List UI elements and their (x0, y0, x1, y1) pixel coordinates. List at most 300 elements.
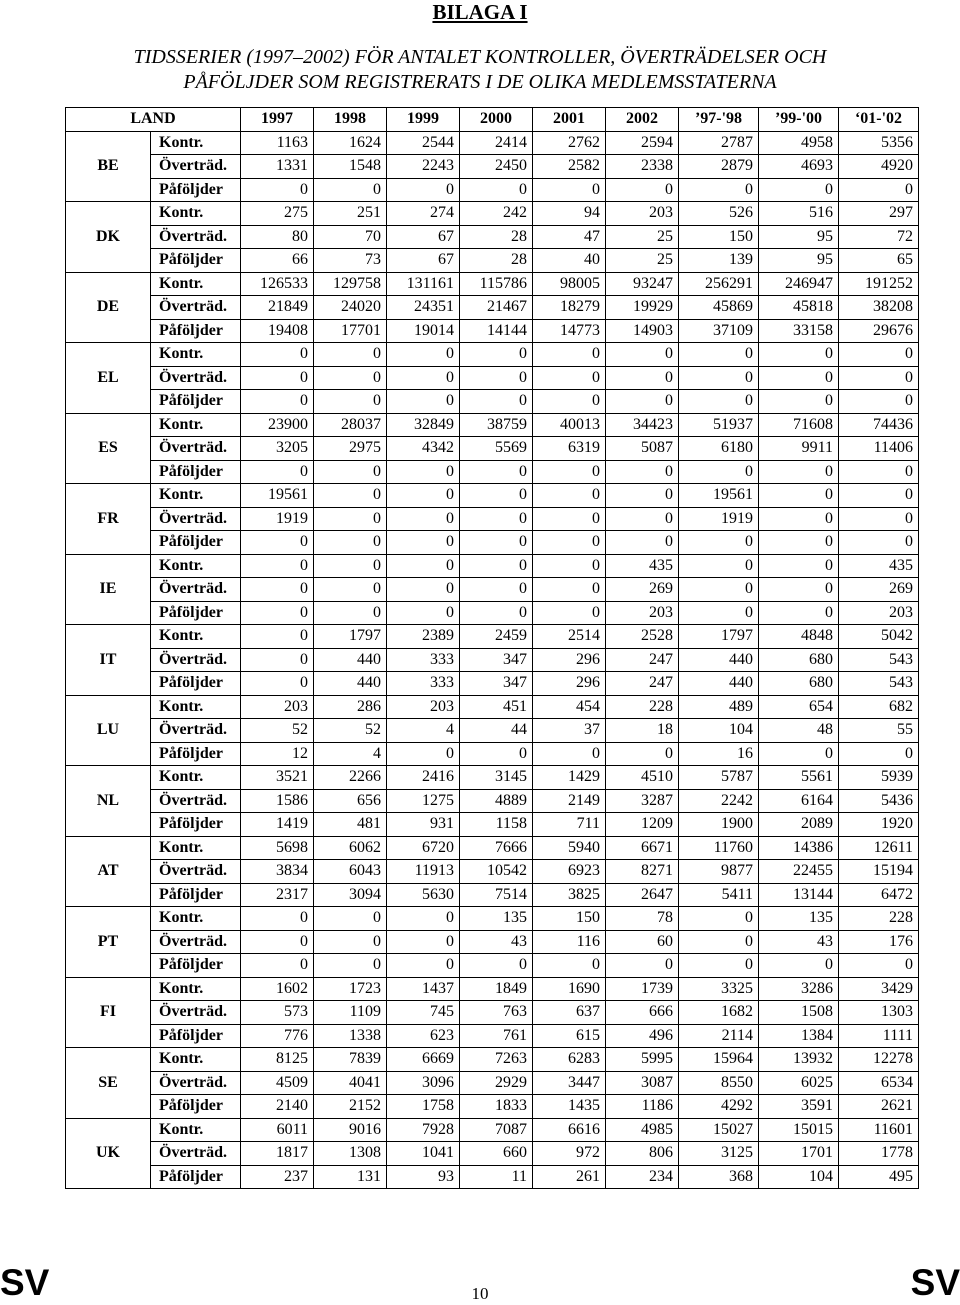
table-row (66, 155, 919, 179)
value-cell: 0 (533, 742, 606, 766)
country-cell: FR (66, 484, 151, 555)
value-cell: 0 (679, 366, 759, 390)
value-cell: 1331 (241, 155, 314, 179)
value-cell: 5356 (839, 131, 919, 155)
value-cell: 454 (533, 695, 606, 719)
value-cell: 135 (759, 907, 839, 931)
value-cell: 1111 (839, 1024, 919, 1048)
value-cell: 18279 (533, 296, 606, 320)
value-cell: 5087 (606, 437, 679, 461)
value-cell: 435 (606, 554, 679, 578)
column-header: ’97-'98 (679, 108, 759, 132)
table-row (66, 813, 919, 837)
value-cell: 0 (839, 507, 919, 531)
value-cell: 25 (606, 225, 679, 249)
value-cell: 1275 (387, 789, 460, 813)
value-cell: 4 (314, 742, 387, 766)
column-header-land: LAND (66, 108, 241, 132)
value-cell: 72 (839, 225, 919, 249)
value-cell: 0 (387, 390, 460, 414)
table-row (66, 860, 919, 884)
value-cell: 2621 (839, 1095, 919, 1119)
value-cell: 21467 (460, 296, 533, 320)
value-cell: 440 (679, 672, 759, 696)
value-cell: 0 (759, 507, 839, 531)
value-cell: 150 (679, 225, 759, 249)
column-header: ‘01-'02 (839, 108, 919, 132)
value-cell: 274 (387, 202, 460, 226)
value-cell: 0 (606, 460, 679, 484)
value-cell: 18 (606, 719, 679, 743)
value-cell: 3591 (759, 1095, 839, 1119)
value-cell: 269 (839, 578, 919, 602)
category-cell: Överträd. (151, 1001, 241, 1025)
value-cell: 543 (839, 648, 919, 672)
value-cell: 440 (314, 648, 387, 672)
column-header: 2000 (460, 108, 533, 132)
value-cell: 0 (839, 178, 919, 202)
value-cell: 763 (460, 1001, 533, 1025)
value-cell: 0 (460, 390, 533, 414)
value-cell: 682 (839, 695, 919, 719)
value-cell: 2242 (679, 789, 759, 813)
value-cell: 0 (679, 343, 759, 367)
value-cell: 1682 (679, 1001, 759, 1025)
value-cell: 11406 (839, 437, 919, 461)
value-cell: 51937 (679, 413, 759, 437)
value-cell: 0 (314, 578, 387, 602)
value-cell: 3205 (241, 437, 314, 461)
value-cell: 660 (460, 1142, 533, 1166)
column-header: 1997 (241, 108, 314, 132)
table-row (66, 1001, 919, 1025)
column-header: 2002 (606, 108, 679, 132)
value-cell: 573 (241, 1001, 314, 1025)
value-cell: 256291 (679, 272, 759, 296)
page-subtitle (0, 45, 960, 95)
category-cell: Påföljder (151, 813, 241, 837)
value-cell: 2243 (387, 155, 460, 179)
value-cell: 203 (839, 601, 919, 625)
category-cell: Påföljder (151, 178, 241, 202)
value-cell: 1690 (533, 977, 606, 1001)
value-cell: 66 (241, 249, 314, 273)
value-cell: 3825 (533, 883, 606, 907)
value-cell: 9911 (759, 437, 839, 461)
value-cell: 0 (533, 390, 606, 414)
category-cell: Kontr. (151, 413, 241, 437)
value-cell: 0 (460, 366, 533, 390)
table-row (66, 437, 919, 461)
value-cell: 0 (387, 742, 460, 766)
category-cell: Kontr. (151, 131, 241, 155)
value-cell: 6062 (314, 836, 387, 860)
value-cell: 1602 (241, 977, 314, 1001)
value-cell: 6180 (679, 437, 759, 461)
value-cell: 931 (387, 813, 460, 837)
value-cell: 15964 (679, 1048, 759, 1072)
category-cell: Överträd. (151, 1071, 241, 1095)
value-cell: 37109 (679, 319, 759, 343)
value-cell: 15027 (679, 1118, 759, 1142)
value-cell: 8550 (679, 1071, 759, 1095)
value-cell: 0 (314, 484, 387, 508)
value-cell: 95 (759, 249, 839, 273)
value-cell: 19014 (387, 319, 460, 343)
value-cell: 6616 (533, 1118, 606, 1142)
value-cell: 247 (606, 672, 679, 696)
value-cell: 104 (679, 719, 759, 743)
value-cell: 19561 (241, 484, 314, 508)
value-cell: 0 (314, 390, 387, 414)
value-cell: 1158 (460, 813, 533, 837)
value-cell: 5939 (839, 766, 919, 790)
value-cell: 0 (314, 531, 387, 555)
value-cell: 11760 (679, 836, 759, 860)
value-cell: 40013 (533, 413, 606, 437)
value-cell: 93 (387, 1165, 460, 1189)
value-cell: 4509 (241, 1071, 314, 1095)
value-cell: 0 (839, 484, 919, 508)
value-cell: 0 (606, 178, 679, 202)
value-cell: 203 (606, 601, 679, 625)
value-cell: 0 (679, 531, 759, 555)
value-cell: 3325 (679, 977, 759, 1001)
value-cell: 296 (533, 672, 606, 696)
table-row (66, 789, 919, 813)
value-cell: 203 (387, 695, 460, 719)
value-cell: 347 (460, 672, 533, 696)
table-row (66, 719, 919, 743)
value-cell: 2114 (679, 1024, 759, 1048)
value-cell: 0 (759, 343, 839, 367)
column-header: 2001 (533, 108, 606, 132)
value-cell: 286 (314, 695, 387, 719)
value-cell: 0 (606, 343, 679, 367)
value-cell: 1041 (387, 1142, 460, 1166)
value-cell: 0 (314, 930, 387, 954)
value-cell: 1900 (679, 813, 759, 837)
category-cell: Kontr. (151, 695, 241, 719)
category-cell: Påföljder (151, 883, 241, 907)
value-cell: 19929 (606, 296, 679, 320)
value-cell: 711 (533, 813, 606, 837)
value-cell: 40 (533, 249, 606, 273)
value-cell: 7666 (460, 836, 533, 860)
value-cell: 0 (387, 578, 460, 602)
value-cell: 1758 (387, 1095, 460, 1119)
value-cell: 333 (387, 672, 460, 696)
value-cell: 481 (314, 813, 387, 837)
heading-text: BILAGA I (432, 0, 528, 24)
value-cell: 0 (533, 554, 606, 578)
value-cell: 1308 (314, 1142, 387, 1166)
value-cell: 5411 (679, 883, 759, 907)
value-cell: 24351 (387, 296, 460, 320)
value-cell: 654 (759, 695, 839, 719)
value-cell: 1624 (314, 131, 387, 155)
value-cell: 116 (533, 930, 606, 954)
value-cell: 297 (839, 202, 919, 226)
category-cell: Kontr. (151, 1118, 241, 1142)
value-cell: 228 (839, 907, 919, 931)
value-cell: 1920 (839, 813, 919, 837)
value-cell: 0 (839, 343, 919, 367)
value-cell: 6164 (759, 789, 839, 813)
value-cell: 251 (314, 202, 387, 226)
value-cell: 0 (460, 954, 533, 978)
value-cell: 1797 (679, 625, 759, 649)
value-cell: 38208 (839, 296, 919, 320)
value-cell: 0 (387, 484, 460, 508)
value-cell: 7087 (460, 1118, 533, 1142)
value-cell: 3521 (241, 766, 314, 790)
value-cell: 176 (839, 930, 919, 954)
value-cell: 0 (314, 507, 387, 531)
table-row (66, 1165, 919, 1189)
value-cell: 2594 (606, 131, 679, 155)
value-cell: 0 (606, 531, 679, 555)
value-cell: 3125 (679, 1142, 759, 1166)
value-cell: 13932 (759, 1048, 839, 1072)
value-cell: 4985 (606, 1118, 679, 1142)
value-cell: 0 (387, 178, 460, 202)
value-cell: 28 (460, 225, 533, 249)
value-cell: 52 (241, 719, 314, 743)
value-cell: 67 (387, 225, 460, 249)
value-cell: 73 (314, 249, 387, 273)
value-cell: 2338 (606, 155, 679, 179)
value-cell: 45869 (679, 296, 759, 320)
value-cell: 1586 (241, 789, 314, 813)
category-cell: Påföljder (151, 954, 241, 978)
value-cell: 228 (606, 695, 679, 719)
table-row (66, 343, 919, 367)
table-row (66, 601, 919, 625)
category-cell: Överträd. (151, 437, 241, 461)
column-header: ’99-'00 (759, 108, 839, 132)
table-row (66, 296, 919, 320)
value-cell: 0 (759, 742, 839, 766)
value-cell: 0 (759, 484, 839, 508)
table-row (66, 648, 919, 672)
value-cell: 1739 (606, 977, 679, 1001)
table-row (66, 1095, 919, 1119)
value-cell: 0 (533, 178, 606, 202)
value-cell: 1186 (606, 1095, 679, 1119)
table-row (66, 954, 919, 978)
value-cell: 131161 (387, 272, 460, 296)
value-cell: 0 (241, 648, 314, 672)
value-cell: 0 (759, 531, 839, 555)
value-cell: 0 (679, 601, 759, 625)
value-cell: 4693 (759, 155, 839, 179)
value-cell: 4920 (839, 155, 919, 179)
country-cell: BE (66, 131, 151, 202)
category-cell: Påföljder (151, 390, 241, 414)
table-row (66, 225, 919, 249)
table-row (66, 977, 919, 1001)
country-cell: DE (66, 272, 151, 343)
value-cell: 135 (460, 907, 533, 931)
value-cell: 0 (460, 554, 533, 578)
value-cell: 70 (314, 225, 387, 249)
value-cell: 4292 (679, 1095, 759, 1119)
column-header: 1998 (314, 108, 387, 132)
value-cell: 333 (387, 648, 460, 672)
value-cell: 1429 (533, 766, 606, 790)
category-cell: Överträd. (151, 507, 241, 531)
value-cell: 11 (460, 1165, 533, 1189)
value-cell: 16 (679, 742, 759, 766)
value-cell: 1209 (606, 813, 679, 837)
value-cell: 451 (460, 695, 533, 719)
table-row (66, 1142, 919, 1166)
value-cell: 0 (679, 907, 759, 931)
table-row (66, 930, 919, 954)
value-cell: 13144 (759, 883, 839, 907)
category-cell: Överträd. (151, 719, 241, 743)
value-cell: 2514 (533, 625, 606, 649)
value-cell: 2416 (387, 766, 460, 790)
value-cell: 74436 (839, 413, 919, 437)
value-cell: 2389 (387, 625, 460, 649)
footer-language-right: SV (910, 1262, 960, 1303)
value-cell: 637 (533, 1001, 606, 1025)
value-cell: 3834 (241, 860, 314, 884)
value-cell: 2266 (314, 766, 387, 790)
table-row (66, 1024, 919, 1048)
value-cell: 2975 (314, 437, 387, 461)
value-cell: 60 (606, 930, 679, 954)
value-cell: 242 (460, 202, 533, 226)
category-cell: Kontr. (151, 766, 241, 790)
category-cell: Påföljder (151, 531, 241, 555)
value-cell: 0 (533, 343, 606, 367)
value-cell: 0 (241, 672, 314, 696)
value-cell: 2450 (460, 155, 533, 179)
table-row (66, 413, 919, 437)
country-cell: DK (66, 202, 151, 273)
country-cell: ES (66, 413, 151, 484)
value-cell: 21849 (241, 296, 314, 320)
value-cell: 9016 (314, 1118, 387, 1142)
table-row (66, 907, 919, 931)
value-cell: 29676 (839, 319, 919, 343)
value-cell: 0 (759, 178, 839, 202)
value-cell: 12611 (839, 836, 919, 860)
value-cell: 14386 (759, 836, 839, 860)
table-row (66, 742, 919, 766)
value-cell: 1384 (759, 1024, 839, 1048)
value-cell: 237 (241, 1165, 314, 1189)
category-cell: Överträd. (151, 1142, 241, 1166)
value-cell: 4510 (606, 766, 679, 790)
value-cell: 4 (387, 719, 460, 743)
value-cell: 1508 (759, 1001, 839, 1025)
table-row (66, 578, 919, 602)
value-cell: 0 (606, 390, 679, 414)
value-cell: 0 (679, 578, 759, 602)
value-cell: 7839 (314, 1048, 387, 1072)
value-cell: 19408 (241, 319, 314, 343)
value-cell: 0 (387, 601, 460, 625)
value-cell: 496 (606, 1024, 679, 1048)
value-cell: 2152 (314, 1095, 387, 1119)
value-cell: 23900 (241, 413, 314, 437)
value-cell: 0 (759, 366, 839, 390)
table-row (66, 319, 919, 343)
value-cell: 4342 (387, 437, 460, 461)
category-cell: Kontr. (151, 625, 241, 649)
value-cell: 5042 (839, 625, 919, 649)
category-cell: Kontr. (151, 977, 241, 1001)
value-cell: 0 (241, 178, 314, 202)
value-cell: 275 (241, 202, 314, 226)
value-cell: 10542 (460, 860, 533, 884)
value-cell: 2459 (460, 625, 533, 649)
value-cell: 0 (241, 625, 314, 649)
value-cell: 0 (759, 460, 839, 484)
value-cell: 7928 (387, 1118, 460, 1142)
value-cell: 2879 (679, 155, 759, 179)
value-cell: 3447 (533, 1071, 606, 1095)
value-cell: 0 (839, 390, 919, 414)
value-cell: 543 (839, 672, 919, 696)
value-cell: 680 (759, 672, 839, 696)
value-cell: 1435 (533, 1095, 606, 1119)
value-cell: 0 (533, 601, 606, 625)
value-cell: 1849 (460, 977, 533, 1001)
value-cell: 15194 (839, 860, 919, 884)
value-cell: 0 (387, 930, 460, 954)
table-row (66, 178, 919, 202)
category-cell: Kontr. (151, 272, 241, 296)
value-cell: 104 (759, 1165, 839, 1189)
value-cell: 14773 (533, 319, 606, 343)
value-cell: 24020 (314, 296, 387, 320)
value-cell: 2414 (460, 131, 533, 155)
value-cell: 0 (839, 460, 919, 484)
value-cell: 6671 (606, 836, 679, 860)
value-cell: 44 (460, 719, 533, 743)
value-cell: 1303 (839, 1001, 919, 1025)
value-cell: 1723 (314, 977, 387, 1001)
value-cell: 8125 (241, 1048, 314, 1072)
value-cell: 2089 (759, 813, 839, 837)
value-cell: 0 (387, 554, 460, 578)
category-cell: Kontr. (151, 202, 241, 226)
value-cell: 11601 (839, 1118, 919, 1142)
value-cell: 1701 (759, 1142, 839, 1166)
value-cell: 5630 (387, 883, 460, 907)
value-cell: 0 (241, 366, 314, 390)
value-cell: 25 (606, 249, 679, 273)
value-cell: 28037 (314, 413, 387, 437)
table-row (66, 507, 919, 531)
value-cell: 43 (759, 930, 839, 954)
value-cell: 0 (759, 390, 839, 414)
value-cell: 0 (759, 601, 839, 625)
value-cell: 203 (241, 695, 314, 719)
value-cell: 6025 (759, 1071, 839, 1095)
category-cell: Påföljder (151, 319, 241, 343)
table-row (66, 625, 919, 649)
value-cell: 7263 (460, 1048, 533, 1072)
value-cell: 203 (606, 202, 679, 226)
value-cell: 0 (241, 930, 314, 954)
category-cell: Överträd. (151, 860, 241, 884)
